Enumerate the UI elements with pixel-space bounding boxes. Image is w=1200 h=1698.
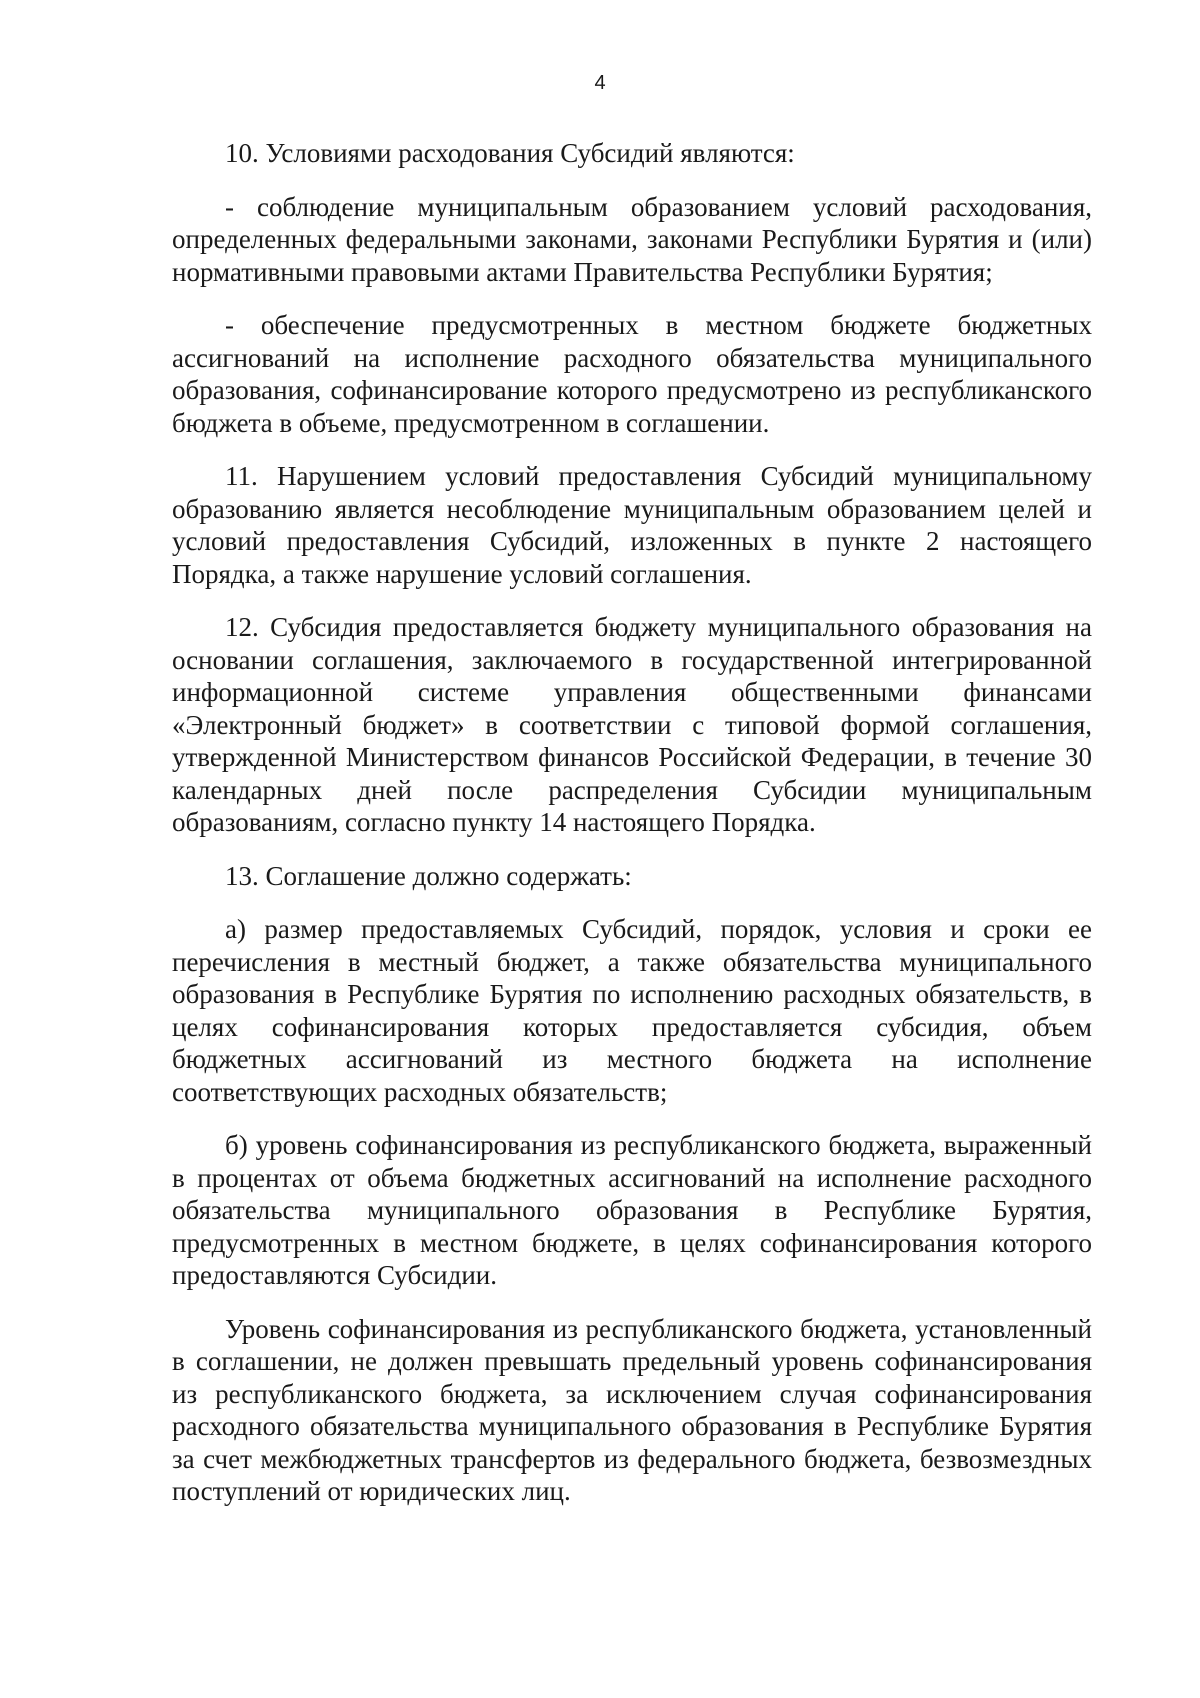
paragraph-10-item-2: - обеспечение предусмотренных в местном бюджете бюджетных ассигнований на исполнение расходного обязательства муниципального образования, софинансирование которого предусмотрено из республиканского бюджета в объеме, предусмотренном в соглашении. <box>172 310 1092 438</box>
paragraph-12: 12. Субсидия предоставляется бюджету муниципального образования на основании соглашения, заключаемого в государственной интегрированной информационной системе управления общественными финансами «Электронный бюджет» в соответствии с типовой формой соглашения, утвержденной Министерством финансов Российской Федерации, в течение 30 календарных дней после распределения Субсидии муниципальным образованиям, согласно пункту 14 настоящего Порядка. <box>172 612 1092 837</box>
paragraph-11: 11. Нарушением условий предоставления Субсидий муниципальному образованию является несоблюдение муниципальным образованием целей и условий предоставления Субсидий, изложенных в пункте 2 настоящего Порядка, а также нарушение условий соглашения. <box>172 461 1092 589</box>
paragraph-13-item-b: б) уровень софинансирования из республиканского бюджета, выраженный в процентах от объема бюджетных ассигнований на исполнение расходного обязательства муниципального образования в Республике Бурятия, предусмотренных в местном бюджете, в целях софинансирования которого предоставляются Субсидии. <box>172 1130 1092 1290</box>
paragraph-13-heading: 13. Соглашение должно содержать: <box>225 860 632 891</box>
page-number: 4 <box>594 72 606 94</box>
paragraph-13-item-a: а) размер предоставляемых Субсидий, порядок, условия и сроки ее перечисления в местный бюджет, а также обязательства муниципального образования в Республике Бурятия по исполнению расходных обязательств, в целях софинансирования которых предоставляется субсидия, объем бюджетных ассигнований из местного бюджета на исполнение соответствующих расходных обязательств; <box>172 914 1092 1107</box>
paragraph-10-heading: 10. Условиями расходования Субсидий являются: <box>225 138 795 168</box>
paragraph-10-item-1: - соблюдение муниципальным образованием условий расходования, определенных федеральными законами, законами Республики Бурятия и (или) нормативными правовыми актами Правительства Республики Бурятия; <box>172 191 1092 287</box>
paragraph-13-cofinancing-level: Уровень софинансирования из республиканского бюджета, установленный в соглашении, не должен превышать предельный уровень софинансирования из республиканского бюджета, за исключением случая софинансирования расходного обязательства муниципального образования в Республике Бурятия за счет межбюджетных трансфертов из федерального бюджета, безвозмездных поступлений от юридических лиц. <box>172 1313 1092 1506</box>
document-body <box>172 137 1092 1529</box>
